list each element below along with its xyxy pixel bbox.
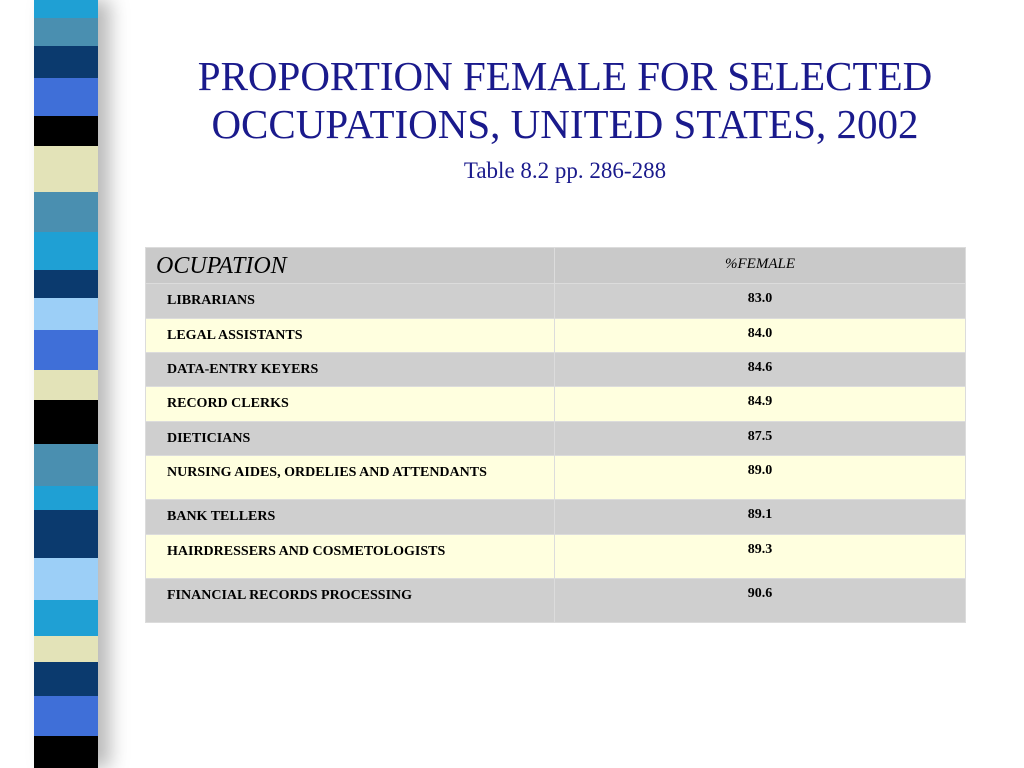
percent-cell: 87.5	[555, 422, 966, 456]
column-header-occupation: OCUPATION	[146, 248, 555, 284]
table-reference: Table 8.2 pp. 286-288	[463, 158, 667, 183]
table-row	[146, 353, 966, 387]
page-title	[130, 52, 1000, 148]
percent-cell: 83.0	[555, 284, 966, 319]
table-row	[146, 284, 966, 319]
occupation-cell: LEGAL ASSISTANTS	[146, 319, 555, 353]
table-row	[146, 387, 966, 422]
occupation-cell: BANK TELLERS	[146, 500, 555, 535]
decorative-stripe	[34, 0, 98, 768]
title-line-2: OCCUPATIONS, UNITED STATES, 2002	[211, 101, 919, 147]
occupation-cell: NURSING AIDES, ORDELIES AND ATTENDANTS	[146, 456, 555, 500]
table-row	[146, 319, 966, 353]
table-row	[146, 422, 966, 456]
table-row	[146, 579, 966, 623]
percent-cell: 84.6	[555, 353, 966, 387]
table-row	[146, 500, 966, 535]
table-row	[146, 456, 966, 500]
occupation-cell: HAIRDRESSERS AND COSMETOLOGISTS	[146, 535, 555, 579]
percent-cell: 90.6	[555, 579, 966, 623]
occupation-cell: DIETICIANS	[146, 422, 555, 456]
occupation-table	[145, 247, 966, 623]
percent-cell: 84.9	[555, 387, 966, 422]
occupation-cell: FINANCIAL RECORDS PROCESSING	[146, 579, 555, 623]
percent-cell: 89.1	[555, 500, 966, 535]
occupation-cell: RECORD CLERKS	[146, 387, 555, 422]
percent-cell: 84.0	[555, 319, 966, 353]
percent-cell: 89.0	[555, 456, 966, 500]
table-header-row	[146, 248, 966, 284]
percent-cell: 89.3	[555, 535, 966, 579]
title-line-1: PROPORTION FEMALE FOR SELECTED	[197, 53, 933, 99]
occupation-cell: LIBRARIANS	[146, 284, 555, 319]
column-header-percent-female: %FEMALE	[555, 248, 966, 284]
occupation-cell: DATA-ENTRY KEYERS	[146, 353, 555, 387]
table-row	[146, 535, 966, 579]
